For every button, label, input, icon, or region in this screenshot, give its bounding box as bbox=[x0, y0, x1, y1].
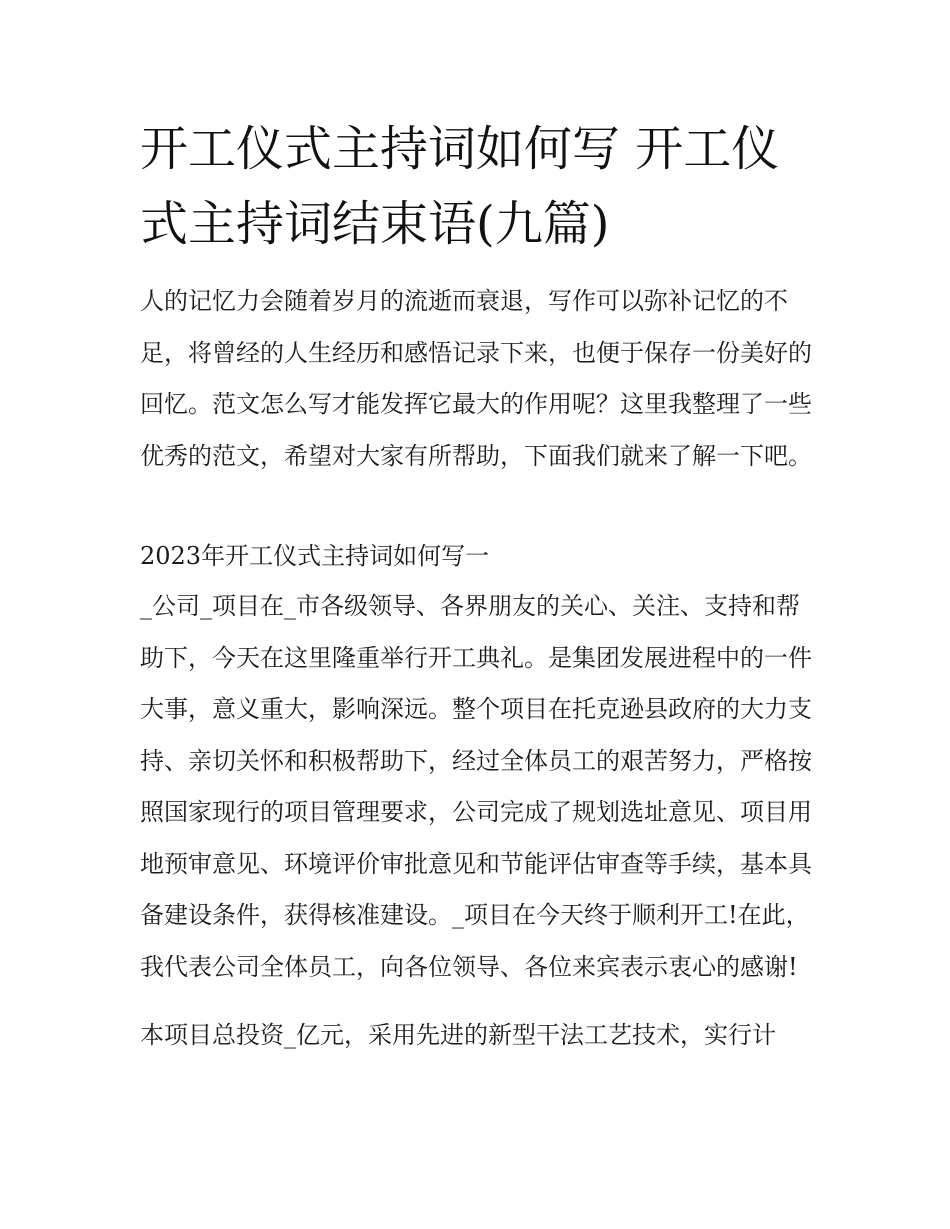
body-paragraph: 本项目总投资_亿元，采用先进的新型干法工艺技术，实行计 bbox=[140, 1021, 776, 1049]
document-title: 开工仪式主持词如何写 开工仪式主持词结束语(九篇) bbox=[140, 121, 780, 252]
body-paragraph: _公司_项目在_市各级领导、各界朋友的关心、关注、支持和帮助下，今天在这里隆重举行开工典礼。是集团发展进程中的一件大事，意义重大，影响深远。整个项目在托克逊县政府的大力支持、亲切关怀和积极帮助下，经过全体员工的艰苦努力，严格按照国家现行的项目管理要求，公司完成了规划选址意见、项目用地预审意见、环境评价审批意见和节能评估审查等手续，基本具备建设条件，获得核准建设。_项目在今天终于顺利开工!在此，我代表公司全体员工，向各位领导、各位来宾表示衷心的感谢! bbox=[140, 592, 812, 981]
intro-paragraph: 人的记忆力会随着岁月的流逝而衰退，写作可以弥补记忆的不足，将曾经的人生经历和感悟记录下来，也便于保存一份美好的回忆。范文怎么写才能发挥它最大的作用呢？这里我整理了一些优秀的范文，希望对大家有所帮助，下面我们就来了解一下吧。 bbox=[140, 287, 812, 470]
section-heading: 2023年开工仪式主持词如何写一 bbox=[140, 542, 490, 570]
